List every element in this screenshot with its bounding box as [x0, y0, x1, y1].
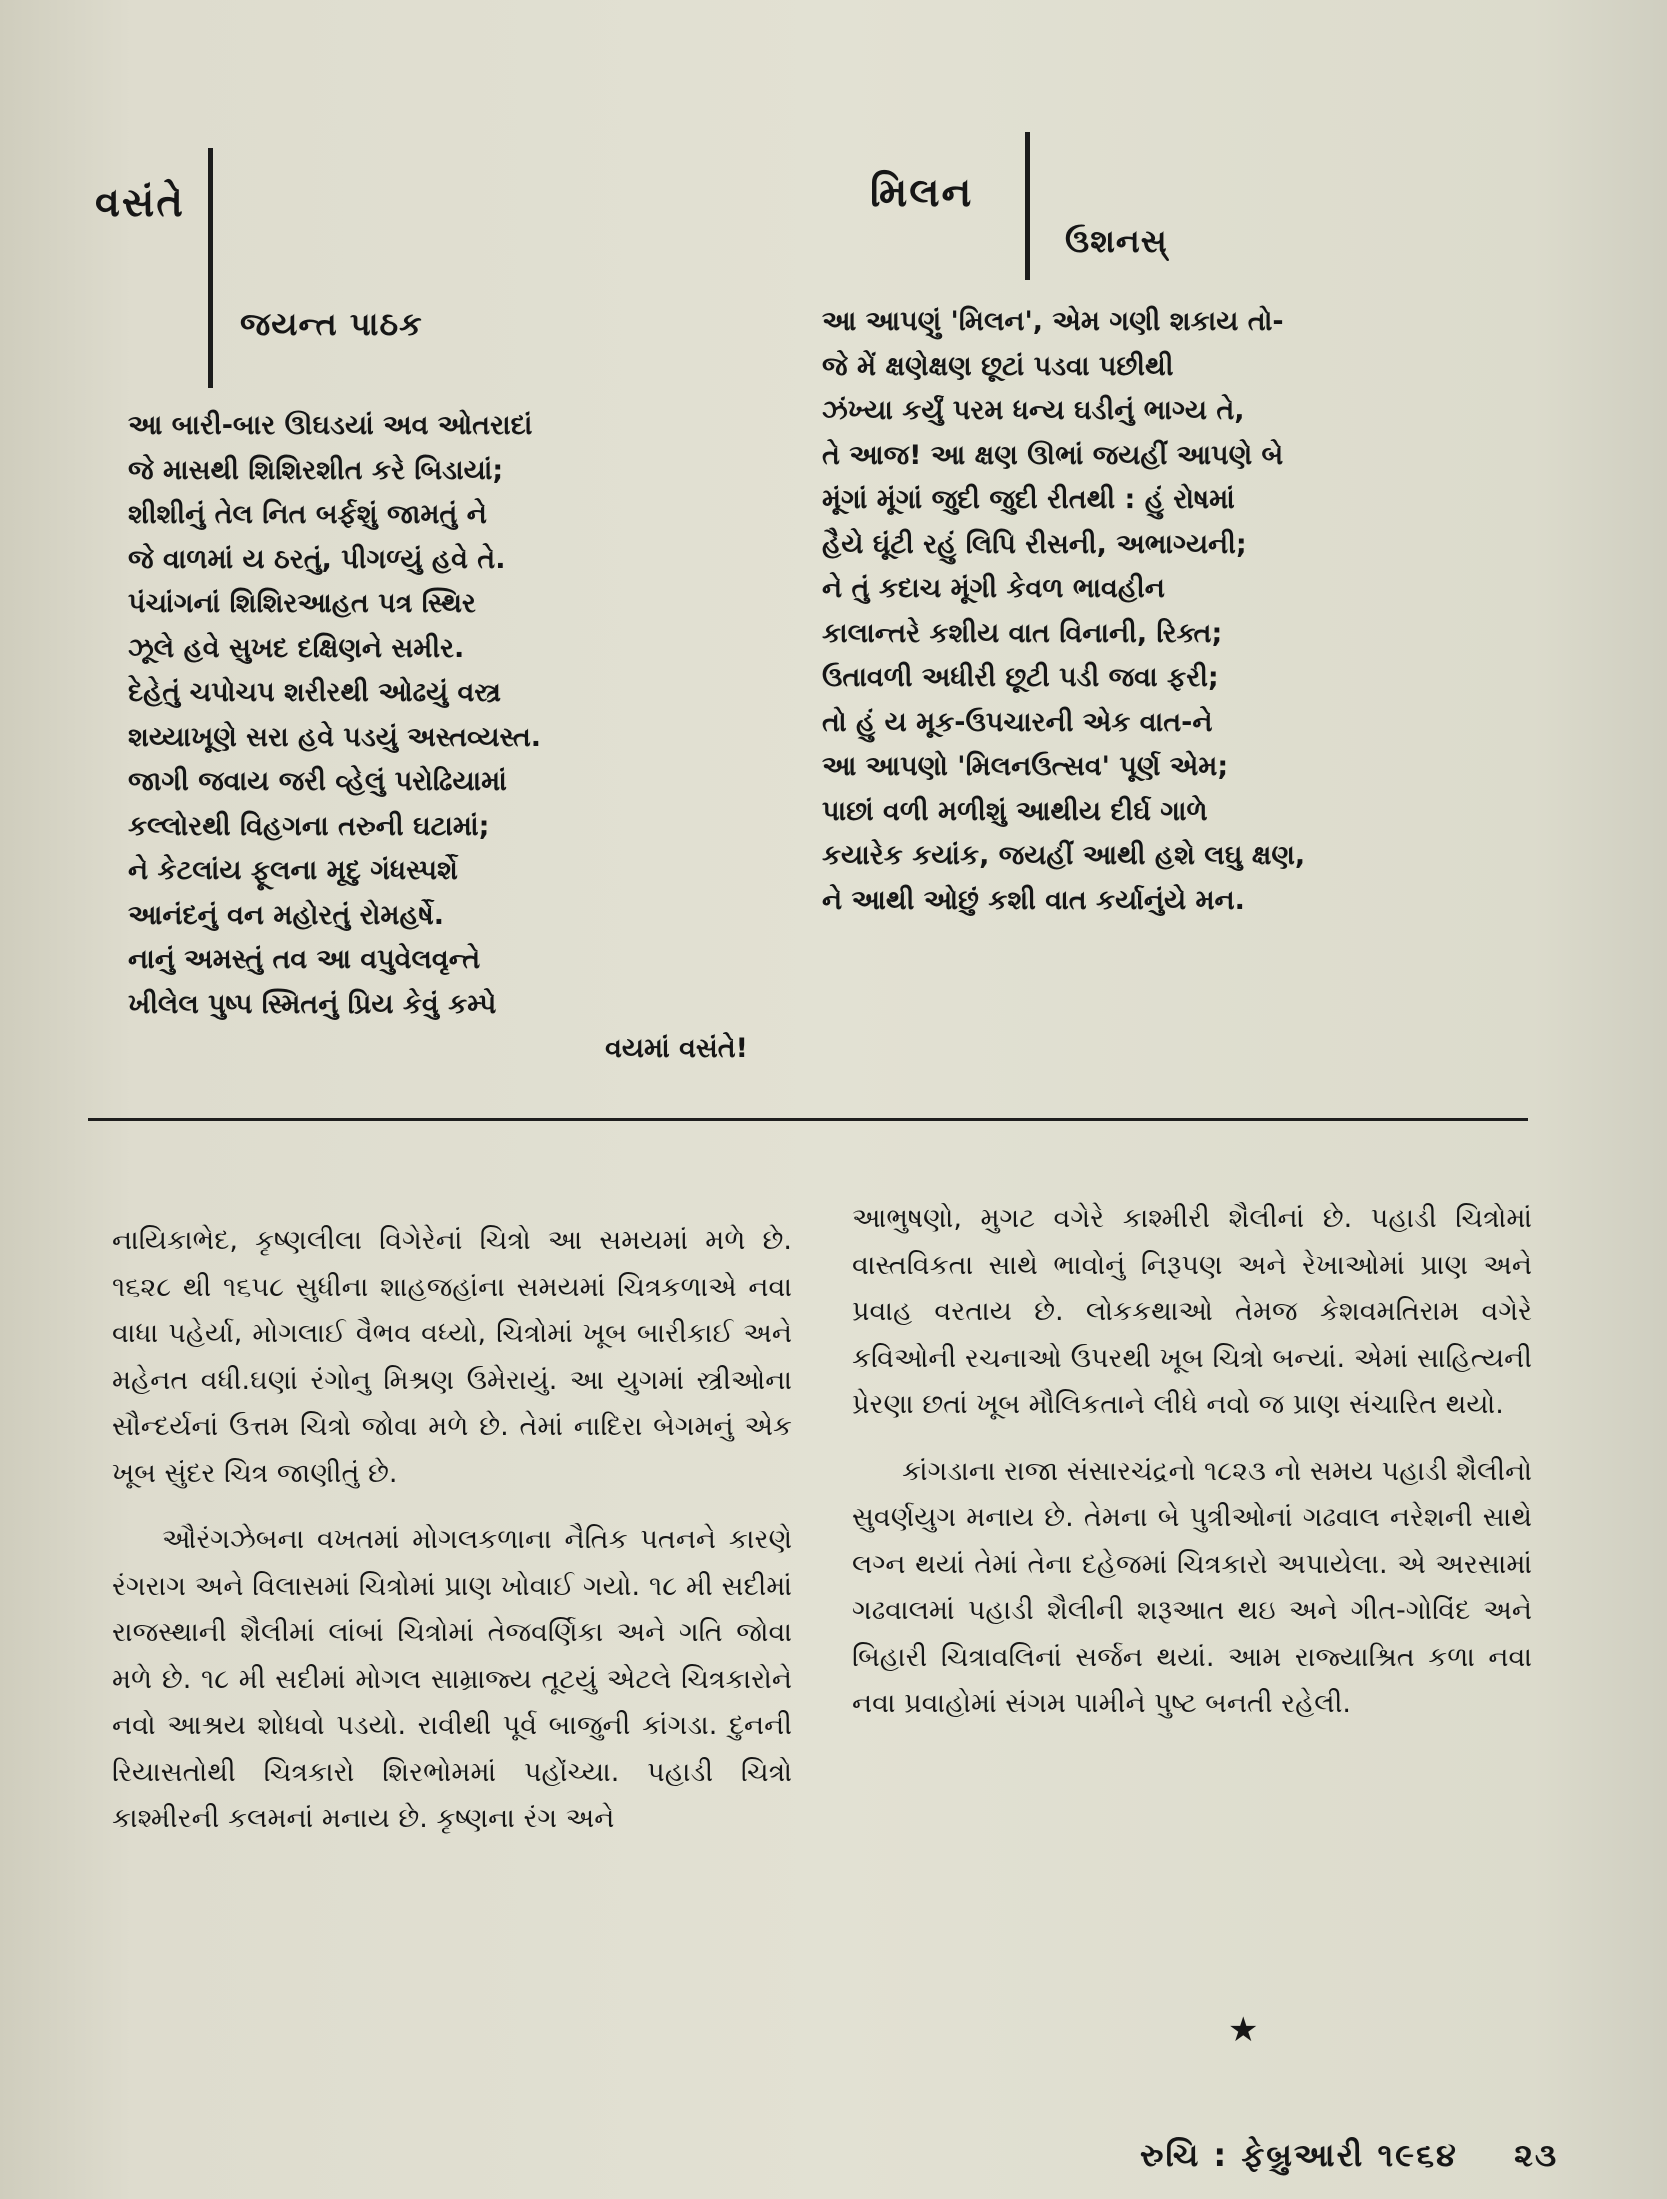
- poem-line: શીશીનું તેલ નિત બર્ફશું જામતું ને: [128, 499, 487, 530]
- poem-line: જે વાળમાં ય ઠરતું, પીગળ્યું હવે તે.: [128, 543, 506, 575]
- title-divider-bar: [208, 148, 213, 388]
- poem-line: ને તું કદાચ મૂંગી કેવળ ભાવહીન: [822, 573, 1165, 604]
- poem-title-vasante: વસંતે: [95, 180, 185, 226]
- poem-line: જે માસથી શિશિરશીત કરે બિડાયાં;: [128, 454, 504, 486]
- poem-line: શય્યાખૂણે સરા હવે પડયું અસ્તવ્યસ્ત.: [128, 721, 542, 753]
- poem-line: દેહેતું ચપોચપ શરીરથી ઓઢયું વસ્ત્ર: [128, 677, 501, 708]
- poem-line: તો હું ય મૂક-ઉપચારની એક વાત-ને: [822, 706, 1213, 738]
- footer-publication-date: રુચિ : ફેબ્રુઆરી ૧૯૬૪: [1140, 2136, 1458, 2174]
- poem-line: કાલાન્તરે કશીય વાત વિનાની, રિક્ત;: [822, 617, 1223, 649]
- poem-line: આ બારી-બાર ઊઘડયાં અવ ઓતરાદાં: [128, 410, 533, 441]
- section-divider-rule: [88, 1118, 1528, 1121]
- poem-line: જાગી જવાય જરી વ્હેલું પરોઢિયામાં: [128, 766, 507, 797]
- poem-title-milan: મિલન: [870, 170, 974, 216]
- poem-line: નાનું અમસ્તું તવ આ વપુવેલવૃન્તે: [128, 944, 481, 975]
- title-divider-bar: [1025, 132, 1030, 280]
- poem-vasante-body: [128, 404, 748, 1072]
- poem-author-jayant-pathak: જયન્ત પાઠક: [240, 305, 423, 343]
- poem-line: પંચાંગનાં શિશિરઆહત પત્ર સ્થિર: [128, 588, 476, 619]
- poem-line: ને આથી ઓછું કશી વાત કર્યાનુંયે મન.: [822, 884, 1245, 916]
- article-column-left: [112, 1218, 792, 1863]
- page-footer: [1140, 2136, 1558, 2175]
- poem-line: હૈયે ઘૂંટી રહું લિપિ રીસની, અભાગ્યની;: [822, 528, 1247, 560]
- poem-line: આ આપણું 'મિલન', એમ ગણી શકાય તો-: [822, 306, 1284, 337]
- poem-line: કયારેક કયાંક, જયહીં આથી હશે લઘુ ક્ષણ,: [822, 840, 1306, 871]
- poem-line: કલ્લોરથી વિહગના તરુની ઘટામાં;: [128, 810, 490, 842]
- poem-line: ઝૂલે હવે સુખદ દક્ષિણને સમીર.: [128, 632, 465, 664]
- article-column-right: [852, 1196, 1532, 1748]
- poem-line: ને કેટલાંય ફૂલના મૃદુ ગંધસ્પર્શે: [128, 855, 458, 886]
- poem-line: પાછાં વળી મળીશું આથીય દીર્ઘ ગાળે: [822, 795, 1208, 827]
- poem-line: આ આપણો 'મિલનઉત્સવ' પૂર્ણ એમ;: [822, 751, 1229, 782]
- article-paragraph: કાંગડાના રાજા સંસારચંદ્રનો ૧૮૨૩ નો સમય પહાડી શૈલીનો સુવર્ણયુગ મનાય છે. તેમના બે પુત્રીઓનાં ગઢવાલ નરેશની સાથે લગ્ન થયાં તેમાં તેના દહેજમાં ચિત્રકારો અપાયેલા. એ અરસામાં ગઢવાલમાં પહાડી શૈલીની શરૂઆત થઇ અને ગીત-ગોવિંદ અને બિહારી ચિત્રાવલિનાં સર્જન થયાં. આમ રાજ્યાશ્રિત કળા નવા નવા પ્રવાહોમાં સંગમ પામીને પુષ્ટ બનતી રહેલી.: [852, 1455, 1532, 1719]
- poem-milan-body: [822, 300, 1522, 923]
- poem-line: આનંદનું વન મહોરતું રોમહર્ષે.: [128, 899, 444, 931]
- article-paragraph: ઔરંગઝેબના વખતમાં મોગલકળાના નૈતિક પતનને કારણે રંગરાગ અને વિલાસમાં ચિત્રોમાં પ્રાણ ખોવાઈ ગયો. ૧૮ મી સદીમાં રાજસ્થાની શૈલીમાં લાંબાં ચિત્રોમાં તેજવર્ણિકા અને ગતિ જોવા મળે છે. ૧૮ મી સદીમાં મોગલ સામ્રાજ્ય તૂટયું એટલે ચિત્રકારોને નવો આશ્રય શોધવો પડયો. રાવીથી પૂર્વ બાજુની કાંગડા. દુનની રિયાસતોથી ચિત્રકારો શિરભોમમાં પહોંચ્યા. પહાડી ચિત્રો કાશ્મીરની કલમનાં મનાય છે. કૃષ્ણના રંગ અને: [112, 1524, 792, 1834]
- article-paragraph: નાયિકાભેદ, કૃષ્ણલીલા વિગેરેનાં ચિત્રો આ સમયમાં મળે છે. ૧૬૨૮ થી ૧૬૫૮ સુધીના શાહજહાંના સમયમાં ચિત્રકળાએ નવા વાધા પહેર્યા, મોગલાઈ વૈભવ વધ્યો, ચિત્રોમાં ખૂબ બારીકાઈ અને મહેનત વધી.ઘણાં રંગોનુ મિશ્રણ ઉમેરાયું. આ યુગમાં સ્ત્રીઓના સૌન્દર્યનાં ઉત્તમ ચિત્રો જોવા મળે છે. તેમાં નાદિરા બેગમનું એક ખૂબ સુંદર ચિત્ર જાણીતું છે.: [112, 1225, 792, 1489]
- poem-author-ushanas: ઉશનસ્: [1065, 222, 1168, 260]
- page-number: ૨૩: [1514, 2136, 1559, 2174]
- poem-line-closing: વયમાં વસંતે!: [605, 1033, 748, 1064]
- poem-line: તે આજ! આ ક્ષણ ઊભાં જયહીં આપણે બે: [822, 439, 1284, 471]
- poem-line: ખીલેલ પુષ્પ સ્મિતનું પ્રિય કેવું કમ્પે: [128, 988, 497, 1020]
- poem-line: મૂંગાં મૂંગાં જુદી જુદી રીતથી : હું રોષમાં: [822, 484, 1235, 515]
- article-paragraph: આભુષણો, મુગટ વગેરે કાશ્મીરી શૈલીનાં છે. પહાડી ચિત્રોમાં વાસ્તવિકતા સાથે ભાવોનું નિરૂપણ અને રેખાઓમાં પ્રાણ અને પ્રવાહ વરતાય છે. લોકકથાઓ તેમજ કેશવમતિરામ વગેરે કવિઓની રચનાઓ ઉપરથી ખૂબ ચિત્રો બન્યાં. એમાં સાહિત્યની પ્રેરણા છતાં ખૂબ મૌલિકતાને લીધે નવો જ પ્રાણ સંચારિત થયો.: [852, 1203, 1532, 1420]
- poem-line: ઝંખ્યા કર્યું પરમ ધન્ય ઘડીનું ભાગ્ય તે,: [822, 395, 1245, 426]
- poem-line: જે મેં ક્ષણેક્ષણ છૂટાં પડવા પછીથી: [822, 350, 1174, 382]
- star-ornament-icon: ★: [1228, 2010, 1259, 2050]
- poem-line: ઉતાવળી અધીરી છૂટી પડી જવા ફરી;: [822, 662, 1219, 693]
